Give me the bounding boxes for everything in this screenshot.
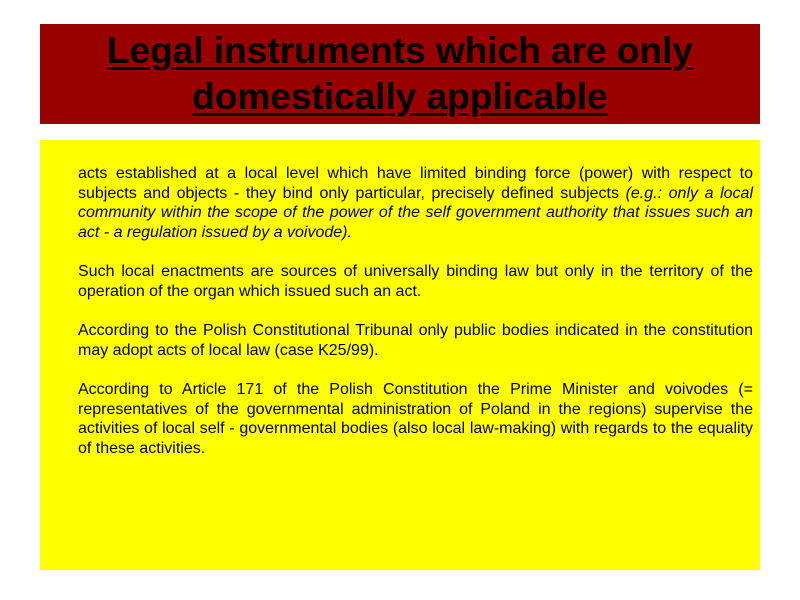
paragraph-constitutional-tribunal: According to the Polish Constitutional Tribunal only public bodies indicated in the constitution may adopt acts of local law (case K25/99). <box>78 322 753 359</box>
title-banner <box>40 24 760 124</box>
paragraph-local-enactments: Such local enactments are sources of universally binding law but only in the territory of the operation of the organ which issued such an act. <box>78 263 753 300</box>
slide-title: Legal instruments which are only domestically applicable <box>107 30 693 117</box>
paragraph-local-acts <box>78 164 753 242</box>
content-panel <box>40 140 760 570</box>
paragraph-local-acts-text: acts established at a local level which have limited binding force (power) with respect to subjects and objects - they bind only particular, precisely defined subjects <box>78 165 753 202</box>
paragraph-local-acts-example: (e.g.: only a local community within the scope of the power of the self government authority that issues such an act - a regulation issued by a voivode). <box>78 184 754 241</box>
paragraph-article-171: According to Article 171 of the Polish Constitution the Prime Minister and voivodes (= representatives of the governmental administration of Poland in the regions) supervise the activities of local self - governmental bodies (also local law-making) with regards to the equality of these activities. <box>78 381 753 457</box>
